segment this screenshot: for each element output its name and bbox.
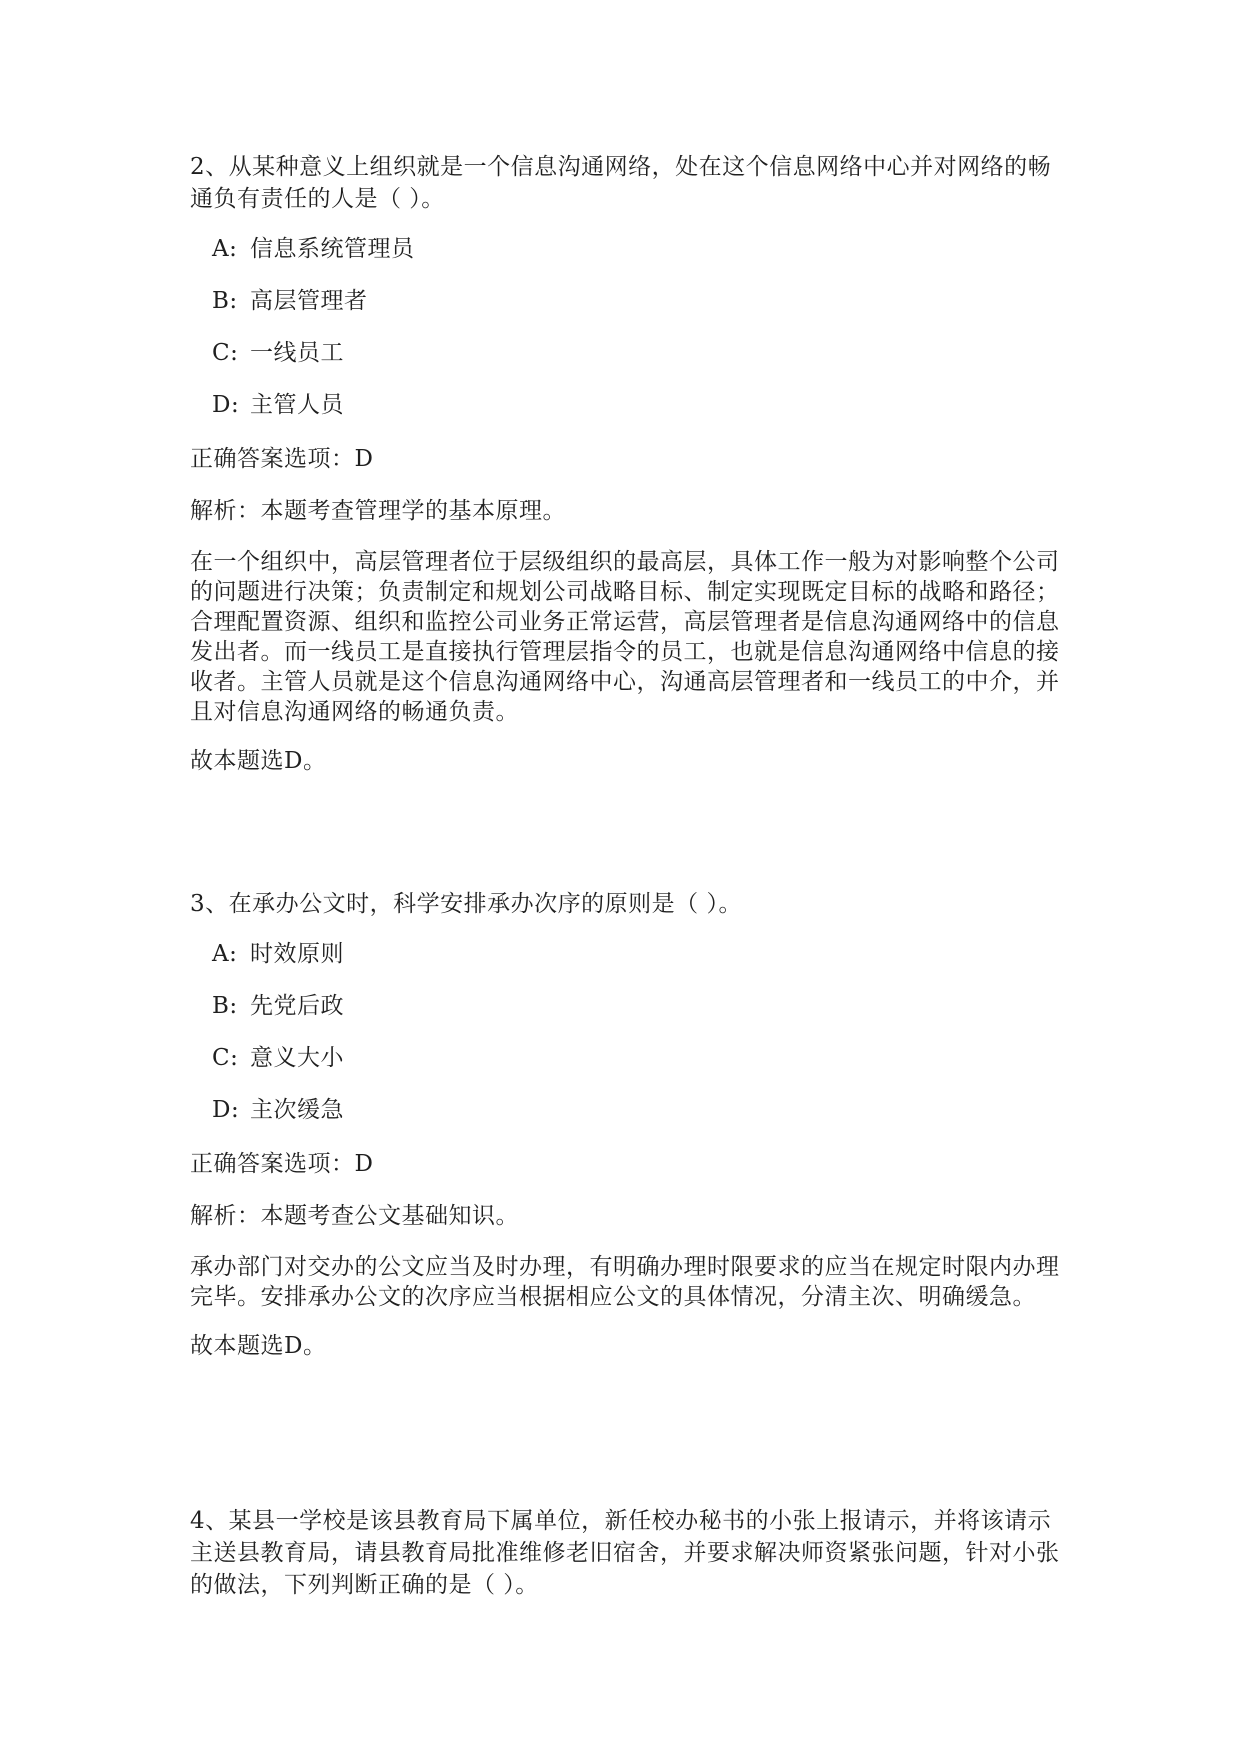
question-3 [190, 888, 1060, 1362]
option-letter: D: [212, 1097, 240, 1123]
option-letter: A: [212, 236, 238, 262]
option-letter: C: [212, 1045, 239, 1071]
question-title: 4、某县一学校是该县教育局下属单位，新任校办秘书的小张上报请示，并将该请示主送县教育局，请县教育局批准维修老旧宿舍，并要求解决师资紧张问题，针对小张的做法，下列判断正确的是（ ）。 [190, 1508, 1060, 1598]
question-4 [190, 1505, 1060, 1601]
correct-answer: 正确答案选项：D [190, 446, 374, 472]
option-list [190, 233, 1060, 441]
option-letter: B: [212, 993, 238, 1019]
analysis-heading: 解析：本题考查管理学的基本原理。 [190, 498, 566, 524]
question-2 [190, 151, 1060, 777]
option-letter: C: [212, 340, 239, 366]
option-text: 主次缓急 [250, 1097, 344, 1123]
option-text: 主管人员 [250, 392, 344, 418]
analysis-paragraph: 承办部门对交办的公文应当及时办理，有明确办理时限要求的应当在规定时限内办理完毕。安排承办公文的次序应当根据相应公文的具体情况，分清主次、明确缓急。 [190, 1254, 1060, 1310]
option-b [212, 285, 1060, 337]
option-c [212, 337, 1060, 389]
option-text: 一线员工 [250, 340, 344, 366]
conclusion: 故本题选D。 [190, 1333, 327, 1359]
option-text: 时效原则 [250, 941, 344, 967]
option-text: 信息系统管理员 [250, 236, 415, 262]
option-c [212, 1042, 1060, 1094]
option-b [212, 990, 1060, 1042]
option-text: 先党后政 [250, 993, 344, 1019]
option-d [212, 389, 1060, 441]
option-text: 意义大小 [250, 1045, 344, 1071]
option-letter: A: [212, 941, 238, 967]
option-text: 高层管理者 [250, 288, 368, 314]
option-letter: B: [212, 288, 238, 314]
correct-answer: 正确答案选项：D [190, 1151, 374, 1177]
option-a [212, 938, 1060, 990]
question-title: 3、在承办公文时，科学安排承办次序的原则是（ ）。 [190, 891, 742, 917]
option-list [190, 938, 1060, 1146]
analysis-paragraph: 在一个组织中，高层管理者位于层级组织的最高层，具体工作一般为对影响整个公司的问题进行决策；负责制定和规划公司战略目标、制定实现既定目标的战略和路径；合理配置资源、组织和监控公司业务正常运营，高层管理者是信息沟通网络中的信息发出者。而一线员工是直接执行管理层指令的员工，也就是信息沟通网络中信息的接收者。主管人员就是这个信息沟通网络中心，沟通高层管理者和一线员工的中介，并且对信息沟通网络的畅通负责。 [190, 549, 1060, 725]
option-d [212, 1094, 1060, 1146]
option-letter: D: [212, 392, 240, 418]
question-title: 2、从某种意义上组织就是一个信息沟通网络，处在这个信息网络中心并对网络的畅通负有责任的人是（ ）。 [190, 154, 1052, 212]
analysis-heading: 解析：本题考查公文基础知识。 [190, 1203, 519, 1229]
conclusion: 故本题选D。 [190, 748, 327, 774]
option-a [212, 233, 1060, 285]
